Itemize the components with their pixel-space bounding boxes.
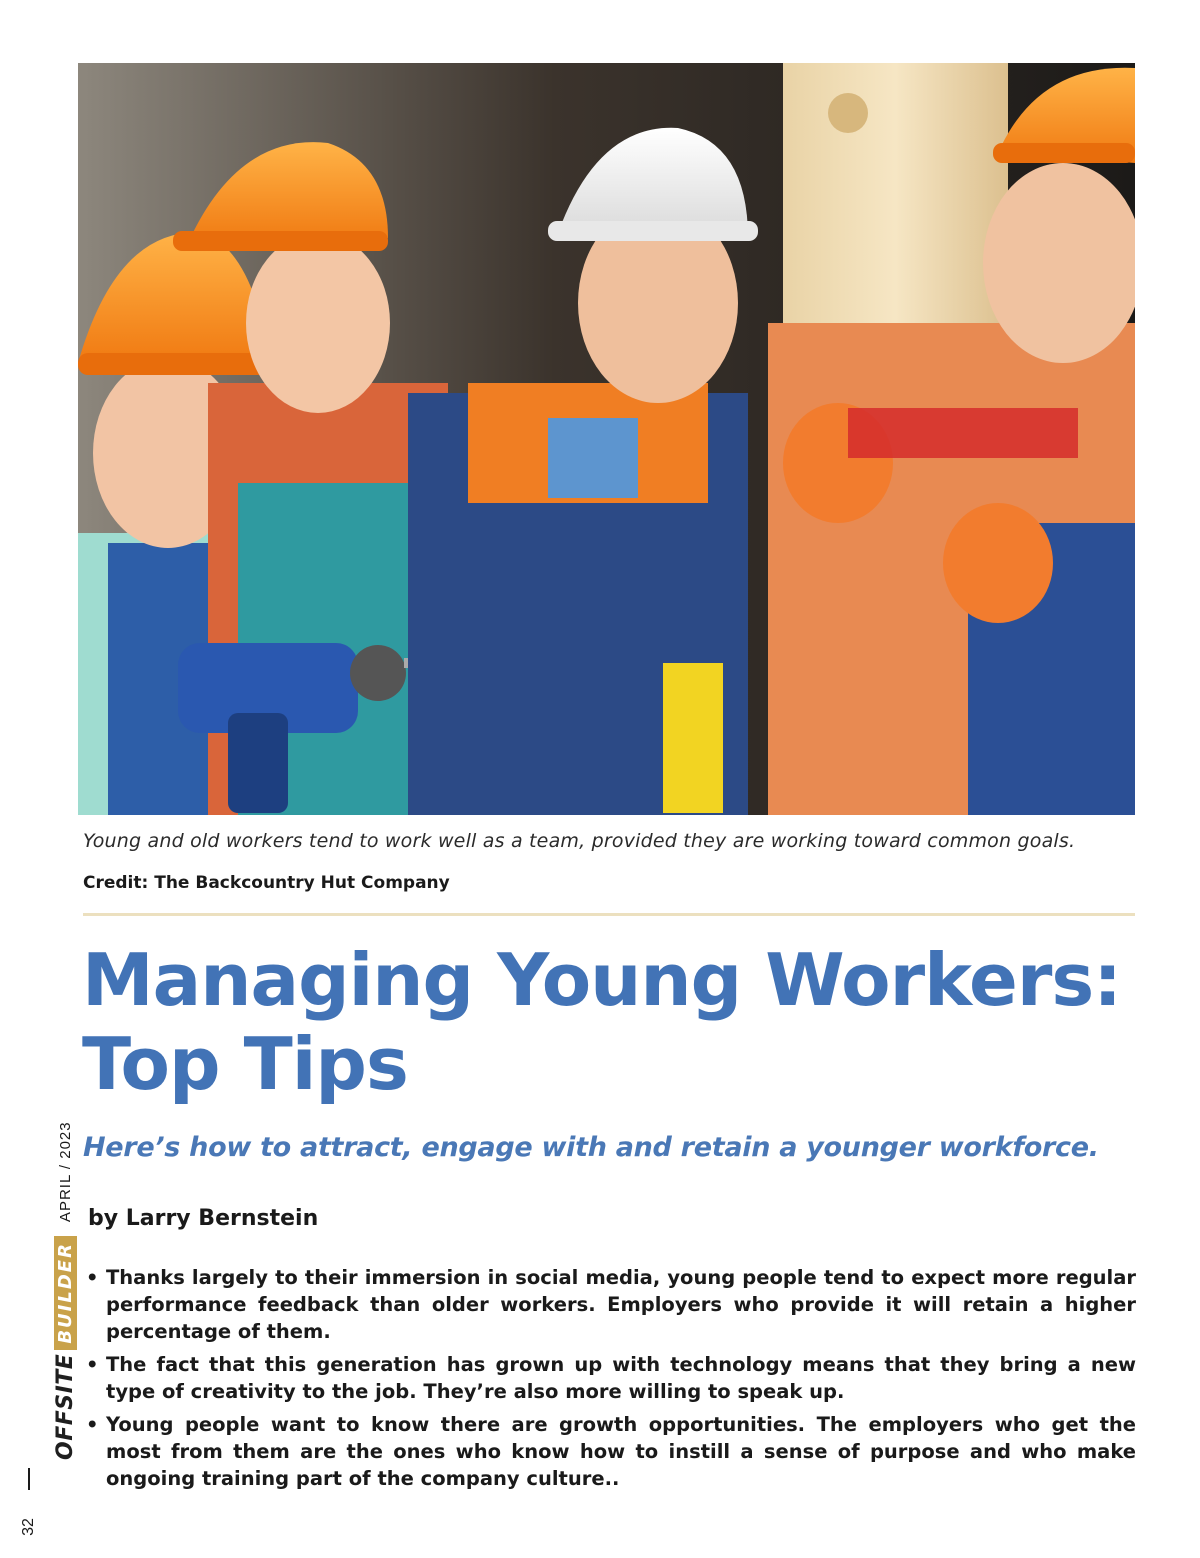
- issue-date: APRIL / 2023: [56, 1121, 74, 1223]
- article-dek: Here’s how to attract, engage with and retain a younger workforce.: [83, 1132, 1099, 1163]
- list-item: • Thanks largely to their immersion in social media, young people tend to expect more regular performance feedback than older workers. Employers who provide it will retain a higher percentage of them.: [86, 1264, 1136, 1345]
- list-item: • The fact that this generation has grown up with technology means that they bring a new type of creativity to the job. They’re also more willing to speak up.: [86, 1351, 1136, 1405]
- article-photo: [78, 63, 1135, 815]
- list-item: • Young people want to know there are growth opportunities. The employers who get the most from them are the ones who know how to instill a sense of purpose and who make ongoing training part of the company culture..: [86, 1411, 1136, 1492]
- author-byline: by Larry Bernstein: [88, 1206, 319, 1231]
- article-headline: [82, 938, 1162, 1106]
- brand-builder: BUILDER: [54, 1236, 77, 1350]
- headline-line-1: Managing Young Workers:: [82, 938, 1122, 1022]
- photo-caption: Young and old workers tend to work well as a team, provided they are working toward common goals.: [83, 830, 1076, 852]
- folio-divider: [28, 1468, 30, 1490]
- headline-line-2: Top Tips: [82, 1022, 408, 1106]
- page-number: 32: [19, 1518, 37, 1536]
- workers-photo-illustration: [78, 63, 1135, 815]
- tips-list: [86, 1264, 1136, 1498]
- side-folio: [16, 1121, 78, 1460]
- brand-offsite: OFFSITE: [52, 1353, 78, 1460]
- section-divider: [83, 913, 1135, 916]
- photo-credit: Credit: The Backcountry Hut Company: [83, 873, 450, 893]
